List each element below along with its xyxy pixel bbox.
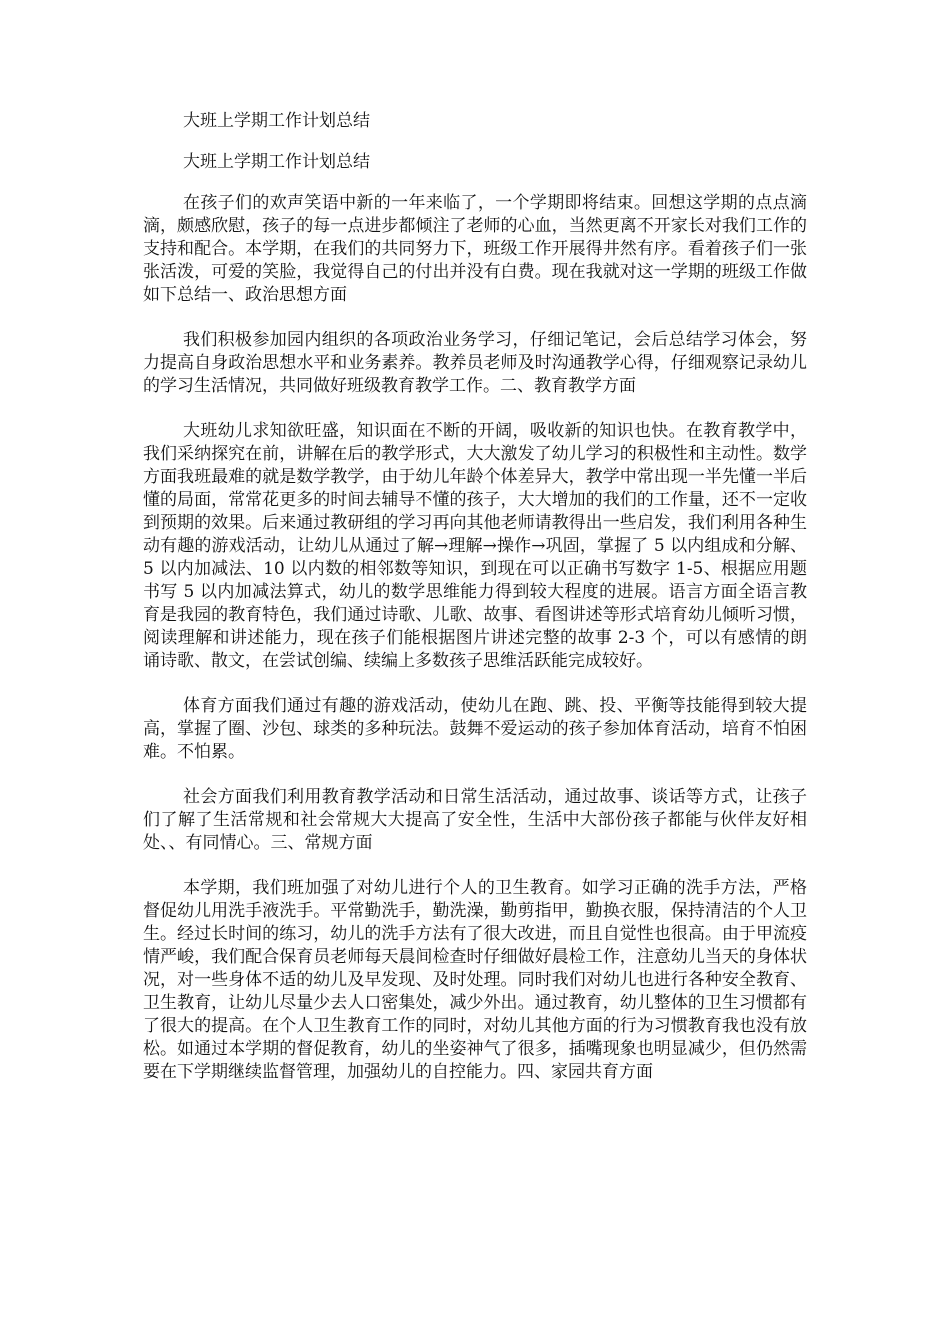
paragraph-sports: 体育方面我们通过有趣的游戏活动，使幼儿在跑、跳、投、平衡等技能得到较大提高，掌握了圈、沙包、球类的多种玩法。鼓舞不爱运动的孩子参加体育活动，培育不怕困难。不怕累。	[143, 696, 807, 762]
paragraph-intro: 在孩子们的欢声笑语中新的一年来临了，一个学期即将结束。回想这学期的点点滴滴，颇感欣慰，孩子的每一点进步都倾注了老师的心血，当然更离不开家长对我们工作的支持和配合。本学期，在我们的共同努力下，班级工作开展得井然有序。看着孩子们一张张活泼，可爱的笑脸，我觉得自己的付出并没有白费。现在我就对这一学期的班级工作做如下总结一、政治思想方面	[143, 193, 807, 305]
paragraph-routine: 本学期，我们班加强了对幼儿进行个人的卫生教育。如学习正确的洗手方法，严格督促幼儿用洗手液洗手。平常勤洗手，勤洗澡，勤剪指甲，勤换衣服，保持清洁的个人卫生。经过长时间的练习，幼儿的洗手方法有了很大改进，而且自觉性也很高。由于甲流疫情严峻，我们配合保育员老师每天晨间检查时仔细做好晨检工作，注意幼儿当天的身体状况，对一些身体不适的幼儿及早发现、及时处理。同时我们对幼儿也进行各种安全教育、卫生教育，让幼儿尽量少去人口密集处，减少外出。通过教育，幼儿整体的卫生习惯都有了很大的提高。在个人卫生教育工作的同时，对幼儿其他方面的行为习惯教育我也没有放松。如通过本学期的督促教育，幼儿的坐姿神气了很多，插嘴现象也明显减少，但仍然需要在下学期继续监督管理，加强幼儿的自控能力。四、家园共育方面	[143, 878, 807, 1082]
paragraph-teaching: 大班幼儿求知欲旺盛，知识面在不断的开阔，吸收新的知识也快。在教育教学中，我们采纳探究在前，讲解在后的教学形式，大大激发了幼儿学习的积极性和主动性。数学方面我班最难的就是数学教学，由于幼儿年龄个体差异大，教学中常出现一半先懂一半后懂的局面，常常花更多的时间去辅导不懂的孩子，大大增加的我们的工作量，还不一定收到预期的效果。后来通过教研组的学习再向其他老师请教得出一些启发，我们利用各种生动有趣的游戏活动，让幼儿从通过了解→理解→操作→巩固，掌握了 5 以内组成和分解、5 以内加减法、10 以内数的相邻数等知识，到现在可以正确书写数字 1-5、根据应用题书写 5 以内加减法算式，幼儿的数学思维能力得到较大程度的进展。语言方面全语言教育是我园的教育特色，我们通过诗歌、儿歌、故事、看图讲述等形式培育幼儿倾听习惯，阅读理解和讲述能力，现在孩子们能根据图片讲述完整的故事 2-3 个，可以有感情的朗诵诗歌、散文，在尝试创编、续编上多数孩子思维活跃能完成较好。	[143, 421, 807, 671]
document-subtitle: 大班上学期工作计划总结	[183, 152, 370, 172]
paragraph-social: 社会方面我们利用教育教学活动和日常生活活动，通过故事、谈话等方式，让孩子们了解了生活常规和社会常规大大提高了安全性，生活中大部份孩子都能与伙伴友好相处、、有同情心。三、常规方面	[143, 787, 807, 853]
paragraph-politics: 我们积极参加园内组织的各项政治业务学习，仔细记笔记，会后总结学习体会，努力提高自身政治思想水平和业务素养。教养员老师及时沟通教学心得，仔细观察记录幼儿的学习生活情况，共同做好班级教育教学工作。二、教育教学方面	[143, 330, 807, 396]
document-title: 大班上学期工作计划总结	[183, 111, 370, 131]
document-body	[143, 110, 807, 1106]
